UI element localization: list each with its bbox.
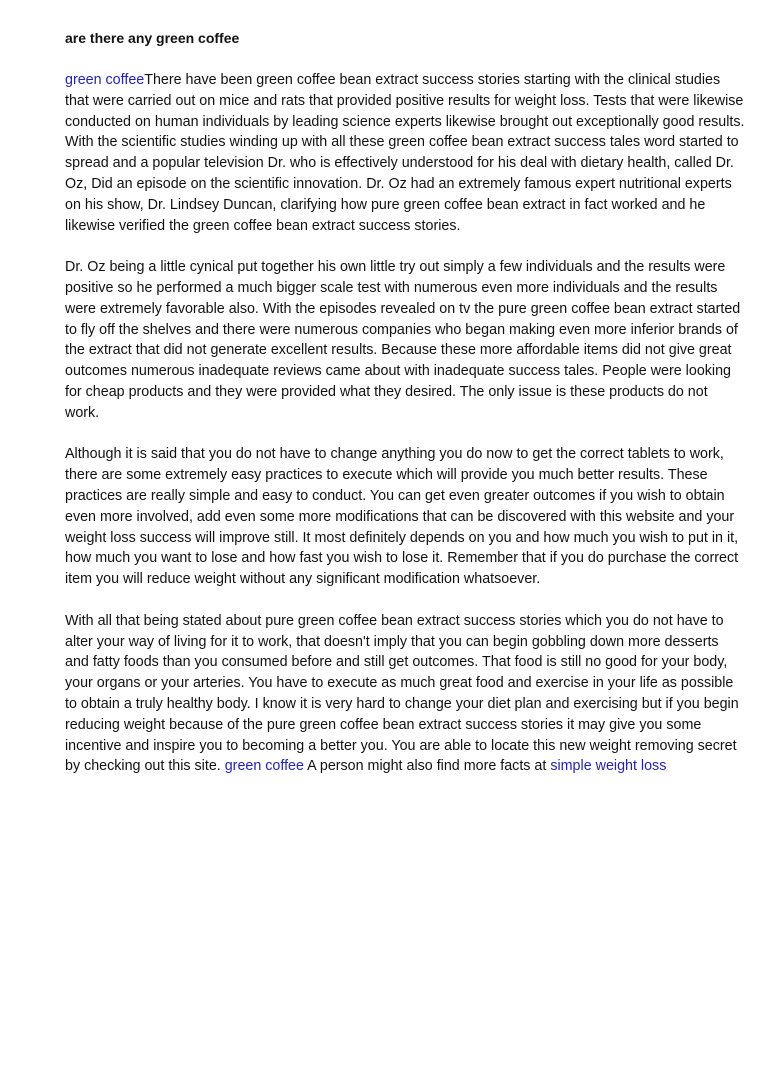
green-coffee-link-2[interactable]: green coffee	[224, 758, 304, 775]
document-title: are there any green coffee	[65, 30, 240, 46]
paragraph-5-text: With all that being stated about pure green coffee bean extract success stories which you do not have to alter your way of living for it to work, that doesn't imply that you can begin gobbling down more desserts and fatty foods than you consumed before and still get outcomes. That food is still no good for your body, your organs or your arteries. You have to execute as much great food and exercise in your life as possible to obtain a truly healthy body. I know it is very hard to change your diet plan and exercising but if you begin reducing weight because of the pure green coffee bean extract success stories it may give you some incentive and inspire you to becoming a better you. You are able to locate this new weight removing secret by checking out this site.	[65, 612, 739, 775]
document-page	[65, 28, 745, 777]
paragraph-spacer	[65, 424, 745, 445]
paragraph-2: With the scientific studies winding up with all these green coffee bean extract success tales word started to spread and a popular television Dr. who is effectively understood for his deal with dietary health, called Dr. Oz, Did an episode on the scientific innovation. Dr. Oz had an extremely famous expert nutritional experts on his show, Dr. Lindsey Duncan, clarifying how pure green coffee bean extract in fact worked and he likewise verified the green coffee bean extract success stories.	[65, 134, 739, 234]
green-coffee-link[interactable]: green coffee	[65, 72, 145, 88]
paragraph-1-text: There have been green coffee bean extract success stories starting with the clinical studies that were carried out on mice and rats that provided positive results for weight loss. Tests that were likewise conducted on human individuals by leading science experts likewise brought out exceptionally good results.	[65, 72, 745, 130]
paragraph-3: Dr. Oz being a little cynical put together his own little try out simply a few individuals and the results were positive so he performed a much bigger scale test with numerous even more individuals and the results were extremely favorable also. With the episodes revealed on tv the pure green coffee bean extract started to fly off the shelves and there were numerous companies who began making even more inferior brands of the extract that did not generate excellent results. Because these more affordable items did not give great outcomes numerous inadequate reviews came about with inadequate success tales. People were looking for cheap products and they were provided what they desired. The only issue is these products do not work.	[65, 259, 741, 421]
simple-weight-loss-link[interactable]: simple weight loss	[550, 758, 667, 775]
paragraph-spacer	[65, 236, 745, 257]
paragraph-5	[65, 611, 745, 777]
paragraph-4: Although it is said that you do not have to change anything you do now to get the correct tablets to work, there are some extremely easy practices to execute which will provide you much better results. These practices are really simple and easy to conduct. You can get even greater outcomes if you wish to obtain even more involved, add even some more modifications that can be discovered with this website and your weight loss success will improve still. It most definitely depends on you and how much you wish to put in it, how much you want to lose and how fast you wish to lose it. Remember that if you do purchase the correct item you will reduce weight without any significant modification whatsoever.	[65, 446, 739, 588]
paragraph-spacer	[65, 590, 745, 611]
paragraph-5-middle: A person might also find more facts at	[303, 758, 551, 775]
paragraph-1	[65, 70, 745, 132]
